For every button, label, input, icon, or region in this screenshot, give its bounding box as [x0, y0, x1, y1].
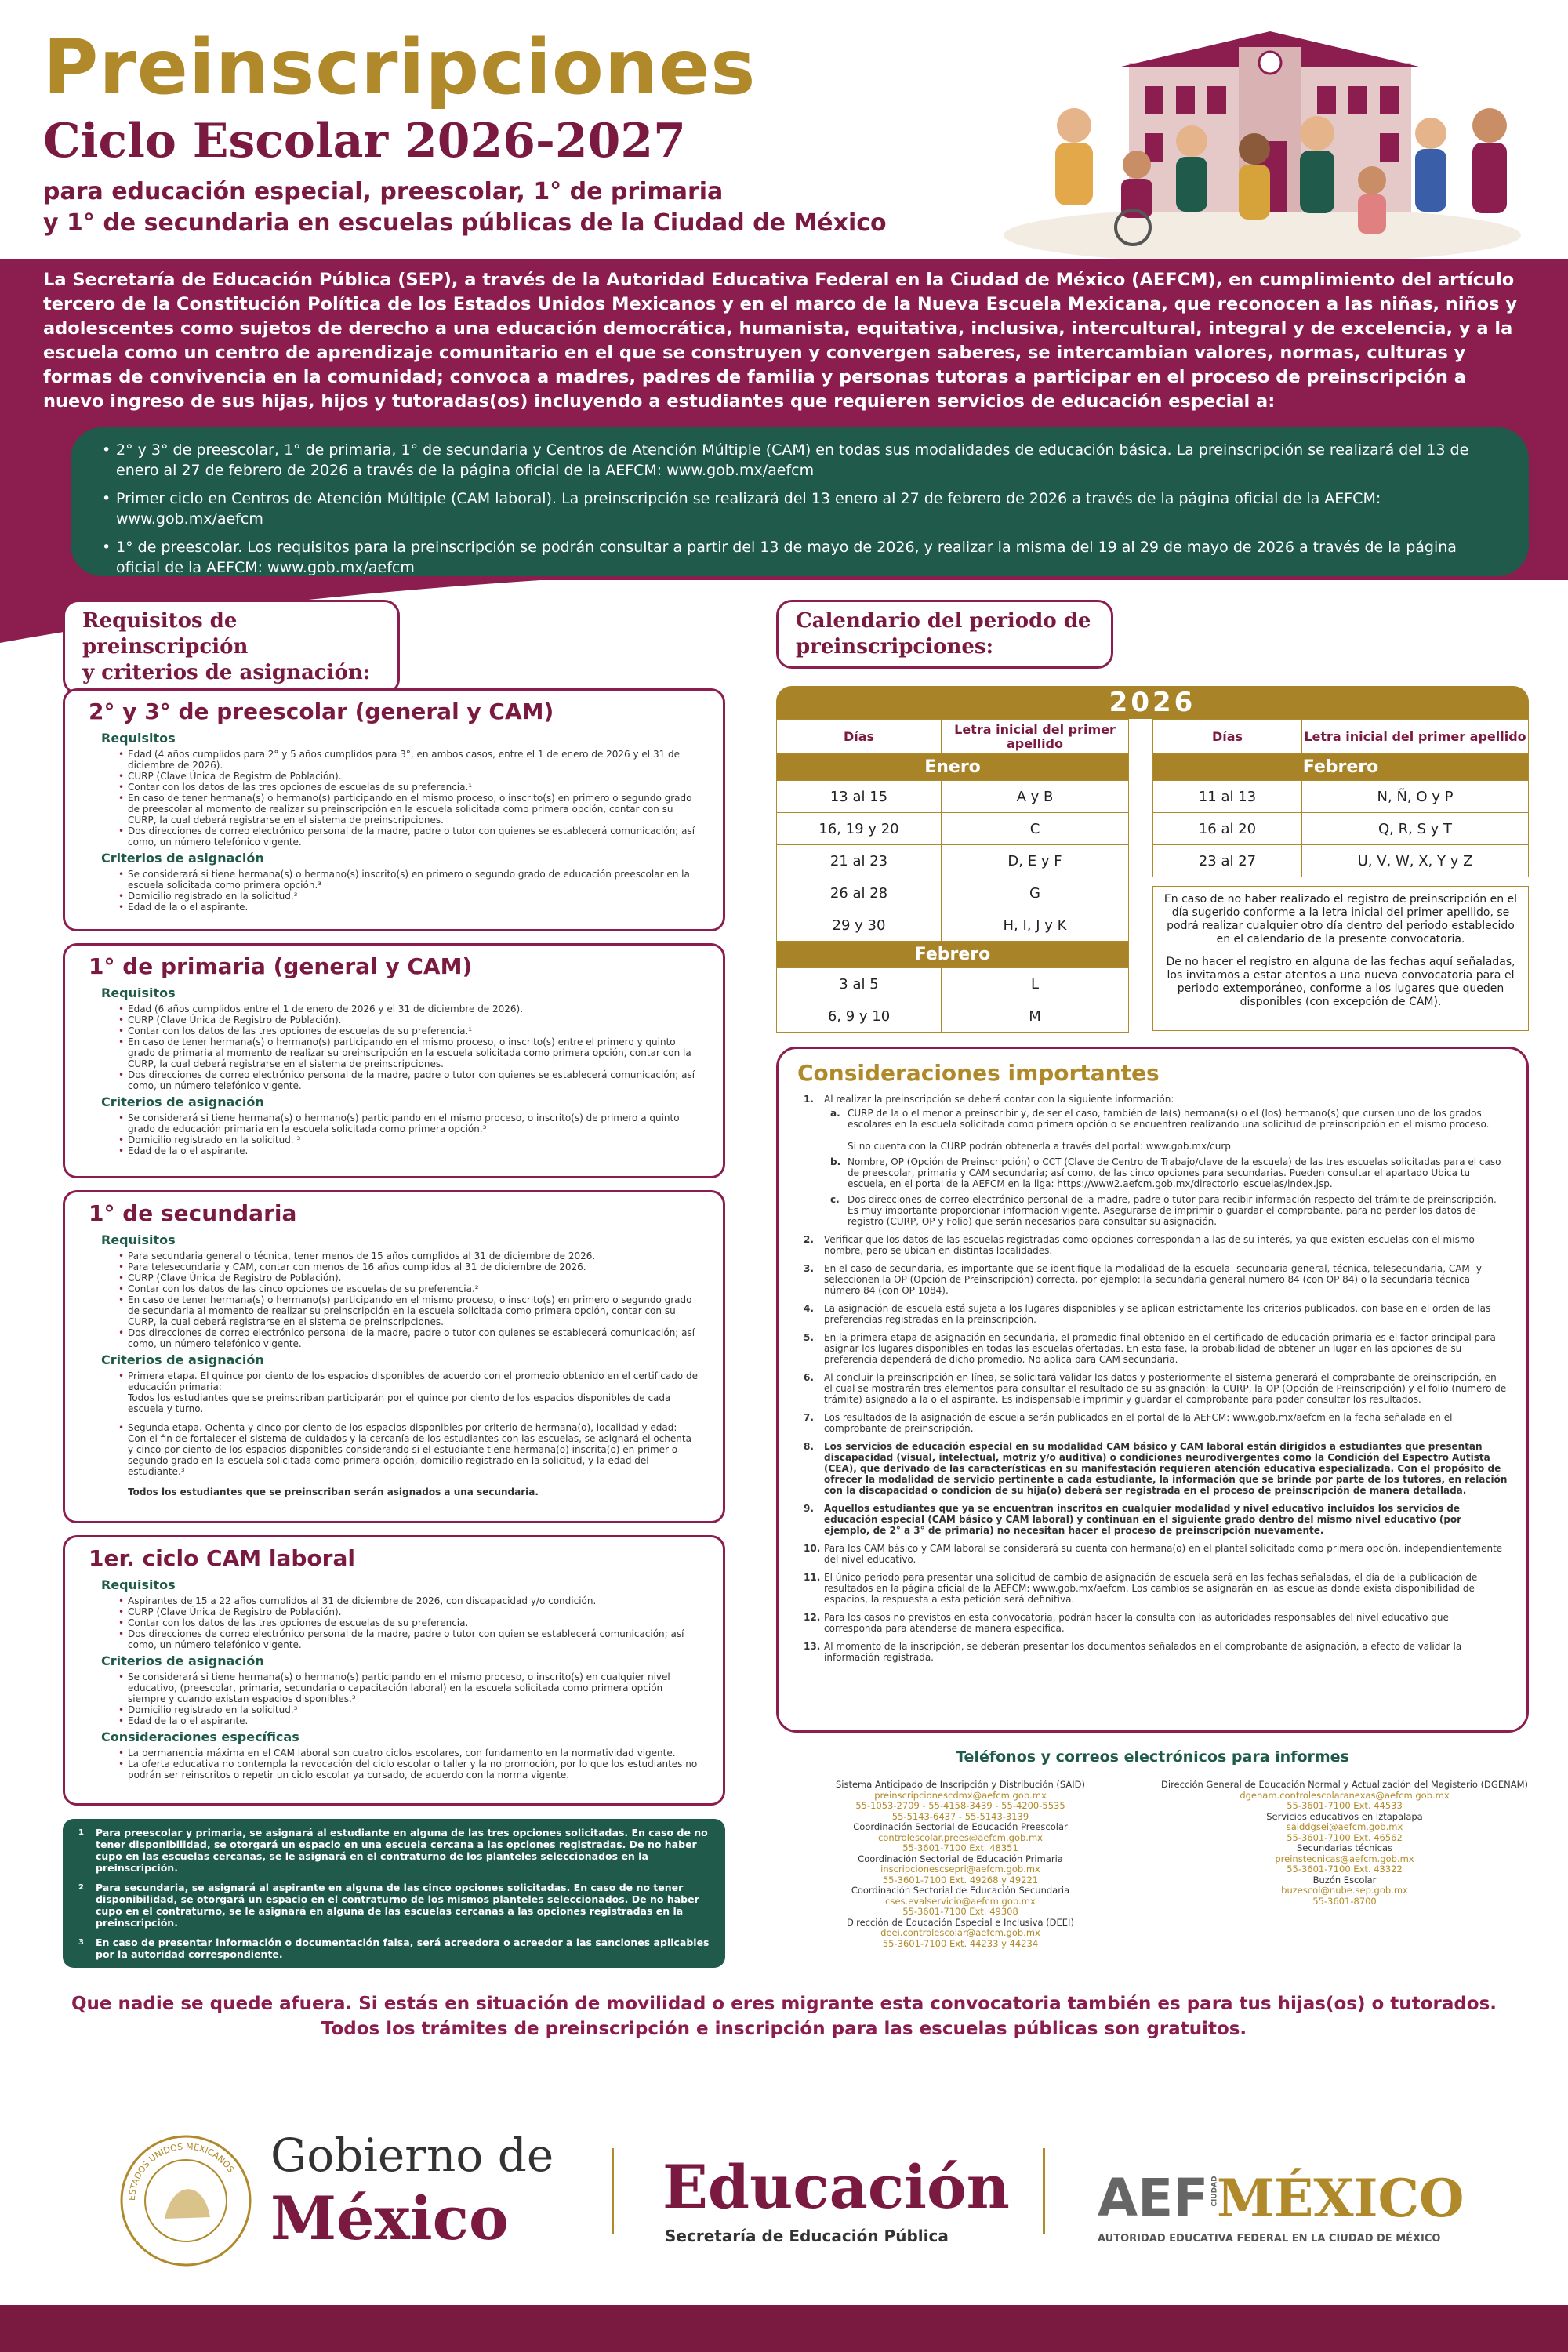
calendar-year: 2026 — [776, 686, 1529, 719]
contact-detail: 55-3601-7100 Ext. 46562 — [1287, 1831, 1403, 1843]
criterios-label: Criterios de asignación — [101, 1653, 264, 1668]
cycle-title: Ciclo Escolar 2026-2027 — [43, 114, 686, 169]
calendar-row: 21 al 23 D, E y F — [777, 845, 1129, 877]
aefcm-logo-aef: AEF — [1098, 2168, 1209, 2228]
aefcm-logo-ciudad: CIUDAD — [1210, 2176, 1219, 2207]
contact-detail: preinstecnicas@aefcm.gob.mx — [1275, 1853, 1414, 1864]
contact-detail: 55-3601-7100 Ext. 43322 — [1287, 1864, 1403, 1875]
consideration-item: 3. En el caso de secundaria, es importante que se identifique la modalidad de la escuela -secundaria general, técnica, telesecundaria, CAM- y seleccionen la OP (Opción de Preinscripción) correcta, por ejemplo: la secundaria general número 84 (con OP 84) o la secundaria técnica número 84 (con OP 1084). — [804, 1263, 1483, 1296]
requisitos-label: Requisitos — [101, 731, 176, 746]
requirement-item: • Dos direcciones de correo electrónico personal de la madre, padre o tutor con quien se establecerá comunicación; así como, un número telefónico vigente. — [128, 1628, 699, 1650]
consideration-item: 9. Aquellos estudiantes que ya se encuentran inscritos en cualquier modalidad y nivel educativo incluidos los servicios de educación especial (CAM básico y CAM laboral) y continúan en el siguiente grado dentro del mismo nivel educativo (por ejemplo, de 2° a 3° de primaria) no necesitan hacer el proceso de preinscripción nuevamente. — [804, 1503, 1462, 1536]
criteria-item: • Edad de la o el aspirante. — [128, 1715, 699, 1726]
enrollment-calendar — [776, 686, 1529, 1031]
sub-item: b. Nombre, OP (Opción de Preinscripción) o CCT (Clave de Centro de Trabajo/clave de la escuela) de las tres escuelas solicitadas para el caso de preescolar, primaria y CAM secundaria; así como, de las cinco opciones para secundarias. Pueden consultar el apartado Ubica tu escuela, en el portal de la AEFCM en la liga: https://www2.aefcm.gob.mx/directorio_escuelas/index.jsp. — [830, 1156, 1501, 1189]
sep-subtitle: Secretaría de Educación Pública — [665, 2227, 949, 2245]
consideration-item: 2. Verificar que los datos de las escuelas registradas como opciones correspondan a las de su interés, ya que existen escuelas con el mismo nombre, pero se ubican en distintas localidades. — [804, 1234, 1475, 1256]
school-children-illustration — [1004, 31, 1537, 259]
criteria-detail: Con el fin de fortalecer el sistema de cuidados y la cercanía de los estudiantes con las escuelas, se asignará el ochenta y cinco por ciento de los espacios disponibles considerando si el estudiante tiene hermana(o) inscrita(o) en primer o segundo grado en la escuela solicitada como primera opción, domicilio registrado en la solicitud, y la edad del estudiante.³ — [128, 1433, 691, 1477]
criteria-item: • Primera etapa. El quince por ciento de los espacios disponibles de acuerdo con el promedio obtenido en el certificado de educación primaria: — [128, 1370, 699, 1392]
calendar-row: 13 al 15 A y B — [777, 781, 1129, 813]
contact-office: Coordinación Sectorial de Educación Primaria — [858, 1853, 1063, 1864]
criterios-label: Criterios de asignación — [101, 851, 264, 866]
requirement-item: • CURP (Clave Única de Registro de Población). — [128, 771, 699, 782]
bottom-bar — [0, 2305, 1568, 2352]
considerations-title: Consideraciones importantes — [797, 1060, 1160, 1086]
national-seal-icon — [118, 2132, 255, 2270]
contact-column-right — [1160, 1780, 1529, 1907]
enrollment-levels-box — [71, 427, 1529, 576]
calendar-note: En caso de no haber realizado el registro de preinscripción en el día sugerido conforme a la letra inicial del primer apellido, se podrá realizar cualquier otro día dentro del periodo establecido en el calendario de la presente convocatoria. De no hacer el registro en alguna de las fechas aquí señaladas, los invitamos a estar atentos a una nueva convocatoria para el periodo extemporáneo, conforme a los lugares que queden disponibles (con excepción de CAM). — [1152, 886, 1529, 1031]
card-preescolar — [63, 688, 725, 931]
footnotes-box — [63, 1819, 725, 1968]
important-considerations — [776, 1047, 1529, 1733]
specific-item: • La oferta educativa no contempla la revocación del ciclo escolar o taller y la no promoción, por lo que los estudiantes no podrán ser reinscritos o repetir un ciclo escolar ya cursado, de acuerdo con la norma vigente. — [128, 1759, 699, 1780]
contact-detail: preinscripcionescdmx@aefcm.gob.mx — [874, 1789, 1047, 1801]
contact-office: Servicios educativos en Iztapalapa — [1266, 1810, 1423, 1822]
criteria-item: • Domicilio registrado en la solicitud.³ — [128, 1704, 699, 1715]
requirement-item: • CURP (Clave Única de Registro de Población). — [128, 1272, 699, 1283]
criteria-item: • Segunda etapa. Ochenta y cinco por ciento de los espacios disponibles por criterio de hermana(o), localidad y edad: — [128, 1422, 699, 1433]
criterios-label: Criterios de asignación — [101, 1094, 264, 1109]
calendar-row: 3 al 5 L — [777, 968, 1129, 1000]
contact-detail: 55-1053-2709 - 55-4158-3439 - 55-4200-5535 — [855, 1800, 1065, 1811]
intro-text: La Secretaría de Educación Pública (SEP), a través de la Autoridad Educativa Federal en la Ciudad de México (AEFCM), en cumplimiento del artículo tercero de la Constitución Política de los Estados Unidos Mexicanos y en el marco de la Nueva Escuela Mexicana, que reconocen a las niñas, niños y adolescentes como sujetos de derecho a una educación democrática, humanista, equitativa, inclusiva, intercultural, integral y de excelencia, y a la escuela como un centro de aprendizaje comunitario en el que se construyen y convergen saberes, se intercambian valores, normas, culturas y formas de convivencia en la comunidad; convoca a madres, padres de familia y personas tutoras a participar en el proceso de preinscripción a nuevo ingreso de sus hijas, hijos y tutoradas(os) incluyendo a estudiantes que requieren servicios de educación especial a: — [43, 270, 1517, 412]
gobierno-logo-line1: Gobierno de — [270, 2129, 554, 2182]
consideration-item: 5. En la primera etapa de asignación en secundaria, el promedio final obtenido en el certificado de educación primaria es el factor principal para asignar los lugares disponibles en todas las escuelas ofertadas. En esta fase, la probabilidad de obtener un lugar en las opciones de su preferencia dependerá de dicho promedio. No aplica para CAM secundaria. — [804, 1332, 1496, 1365]
requirement-item: • Para secundaria general o técnica, tener menos de 15 años cumplidos al 31 de diciembre de 2026. — [128, 1250, 699, 1261]
closing-message: Que nadie se quede afuera. Si estás en situación de movilidad o eres migrante esta convocatoria también es para tus hijas(os) o tutorados. Todos los trámites de preinscripción e inscripción para las escuelas públicas son gratuitos. — [71, 1994, 1497, 2039]
requirement-item: • Dos direcciones de correo electrónico personal de la madre, padre o tutor con quienes se establecerá comunicación; así como, un número telefónico vigente. — [128, 826, 699, 848]
calendar-row: 11 al 13 N, Ñ, O y P — [1153, 781, 1529, 813]
svg-text:ESTADOS UNIDOS MEXICANOS: ESTADOS UNIDOS MEXICANOS — [126, 2141, 237, 2201]
subtitle — [43, 176, 945, 239]
consideration-item: 11. El único periodo para presentar una solicitud de cambio de asignación de escuela será en las fechas señaladas, el día de la publicación de resultados en la página oficial de la AEFCM: www.gob.mx/aefcm. Los cambios se asignarán en las escuelas donde exista disponibilidad de espacios, la respuesta a esta petición será definitiva. — [804, 1572, 1478, 1605]
criteria-item: • Edad de la o el aspirante. — [128, 902, 699, 913]
consideration-item: 6. Al concluir la preinscripción en línea, se solicitará validar los datos y posteriormente el sistema generará el comprobante de preinscripción, en el cual se mostrarán tres elementos para consultar el resultado de su asignación: la CURP, la OP (Opción de Preinscripción) y el folio (número de trámite) asignado a la o el aspirante. Es indispensable imprimir y guardar el comprobante para poder consultar los resultados. — [804, 1372, 1507, 1405]
card-primaria — [63, 943, 725, 1178]
footnote: 2 Para secundaria, se asignará al aspirante en alguna de las cinco opciones solicitadas. En caso de no tener disponibilidad, se otorgará un espacio en el contraturno de los mismos planteles seleccionados. De no haber cupo en el contraturno, se le asignará en alguna de las escuelas cercanas a las opciones registradas en la preinscripción. — [78, 1882, 699, 1929]
criteria-item: • Se considerará si tiene hermana(s) o hermano(s) participando en el mismo proceso, o inscrito(s) de primero a quinto grado de educación primaria en la escuela solicitada como primera opción.³ — [128, 1112, 699, 1134]
contact-office: Coordinación Sectorial de Educación Secundaria — [851, 1885, 1070, 1896]
educacion-logo: Educación — [662, 2152, 1010, 2222]
contact-office: Dirección General de Educación Normal y Actualización del Magisterio (DGENAM) — [1161, 1779, 1528, 1790]
criteria-detail: Todos los estudiantes que se preinscriban serán asignados a una secundaria. — [128, 1486, 539, 1497]
contact-office: Buzón Escolar — [1312, 1874, 1377, 1886]
contact-detail: inscripcionescsepri@aefcm.gob.mx — [880, 1864, 1040, 1875]
footer-divider — [612, 2148, 614, 2234]
contact-info — [776, 1748, 1529, 1949]
criteria-item: • Domicilio registrado en la solicitud.³ — [128, 891, 699, 902]
col-header-letter: Letra inicial del primer apellido — [1302, 720, 1529, 754]
requisitos-label: Requisitos — [101, 1232, 176, 1247]
subtitle-line-2: y 1° de secundaria en escuelas públicas de la Ciudad de México — [43, 209, 887, 237]
requirement-item: • Para telesecundaria y CAM, contar con menos de 16 años cumplidos al 31 de diciembre de 2026. — [128, 1261, 699, 1272]
contact-office: Sistema Anticipado de Inscripción y Distribución (SAID) — [835, 1779, 1086, 1790]
requirement-item: • En caso de tener hermana(s) o hermano(s) participando en el mismo proceso, o inscrito(s) en primero o segundo grado de secundaria al momento de realizar su preinscripción en la escuela solicitada como primera opción, contar con su CURP, la cual deberá registrarse en el sistema de preinscripciones. — [128, 1294, 699, 1327]
requirement-item: • Contar con los datos de las tres opciones de escuelas de su preferencia.¹ — [128, 1025, 699, 1036]
footer-divider — [1043, 2148, 1045, 2234]
calendar-row: 16 al 20 Q, R, S y T — [1153, 813, 1529, 845]
calendar-row: 29 y 30 H, I, J y K — [777, 909, 1129, 942]
level-bullet: • Primer ciclo en Centros de Atención Múltiple (CAM laboral). La preinscripción se realizará del 13 enero al 27 de febrero de 2026 a través de la página oficial de la AEFCM: www.gob.mx/aefcm — [102, 488, 1497, 529]
criteria-detail: Todos los estudiantes que se preinscriban participarán por el quince por ciento de los espacios disponibles de cada escuela y turno. — [128, 1392, 671, 1414]
card-secundaria — [63, 1190, 725, 1523]
card-title: 1° de secundaria — [89, 1200, 297, 1226]
requirement-item: • Contar con los datos de las tres opciones de escuelas de su preferencia. — [128, 1617, 699, 1628]
contact-detail: saiddgsei@aefcm.gob.mx — [1286, 1821, 1403, 1832]
col-header-letter: Letra inicial del primer apellido — [942, 720, 1129, 754]
calendar-header: Calendario del periodo de preinscripciones: — [776, 600, 1113, 669]
requirement-item: • Edad (6 años cumplidos entre el 1 de enero de 2026 y el 31 de diciembre de 2026). — [128, 1004, 699, 1014]
month-header: Febrero — [1153, 754, 1529, 781]
sub-item: a. CURP de la o el menor a preinscribir y, de ser el caso, también de la(s) hermana(s) o el (los) hermano(s) que cursen uno de los grados escolares en la escuela solicitada como primera opción o se encuentren realizando una solicitud de preinscripción en el mismo proceso. Si no cuenta con la CURP podrán obtenerla a través del portal: www.gob.mx/curp — [830, 1108, 1490, 1152]
col-header-days: Días — [1153, 720, 1302, 754]
aefcm-logo-mexico: MÉXICO — [1217, 2168, 1465, 2229]
contact-detail: buzescol@nube.sep.gob.mx — [1281, 1885, 1408, 1896]
contact-detail: 55-3601-8700 — [1312, 1895, 1377, 1907]
level-bullet: • 1° de preescolar. Los requisitos para la preinscripción se podrán consultar a partir del 13 de mayo de 2026, y realizar la misma del 19 al 29 de mayo de 2026 a través de la página oficial de la AEFCM: www.gob.mx/aefcm — [102, 537, 1497, 578]
col-header-days: Días — [777, 720, 942, 754]
consideration-item: 7. Los resultados de la asignación de escuela serán publicados en el portal de la AEFCM: www.gob.mx/aefcm en la fecha señalada en el comprobante de preinscripción. — [804, 1412, 1453, 1434]
contact-detail: 55-3601-7100 Ext. 49268 y 49221 — [882, 1874, 1039, 1886]
requirement-item: • En caso de tener hermana(s) o hermano(s) participando en el mismo proceso, o inscrito(s) entre el primero y quinto grado de primaria al momento de realizar su preinscripción en la escuela solicitada como primera opción, contar con la CURP, la cual deberá registrarse en el sistema de preinscripciones. — [128, 1036, 699, 1069]
criteria-item: • Domicilio registrado en la solicitud. ³ — [128, 1134, 699, 1145]
calendar-row: 6, 9 y 10 M — [777, 1000, 1129, 1033]
requirement-item: • Aspirantes de 15 a 22 años cumplidos al 31 de diciembre de 2026, con discapacidad y/o condición. — [128, 1595, 699, 1606]
requisitos-label: Requisitos — [101, 1577, 176, 1592]
consideration-item: 8. Los servicios de educación especial en su modalidad CAM básico y CAM laboral están dirigidos a estudiantes que presentan discapacidad (visual, intelectual, motriz y/o auditiva) o condiciones neurodivergentes como la Condición del Espectro Autista (CEA), que derivado de las características en su manifestación requieren atención educativa especializada. Con el propósito de ofrecer la modalidad de servicio pertinente a cada estudiante, la información que se brinde por parte de los tutores, en relación con la discapacidad o condición de su hija(o) deberá ser registrada en el proceso de preinscripción de manera detallada. — [804, 1441, 1508, 1496]
requirement-item: • Contar con los datos de las cinco opciones de escuelas de su preferencia.² — [128, 1283, 699, 1294]
calendar-table-left — [776, 719, 1129, 1033]
contact-detail: 55-3601-7100 Ext. 44533 — [1287, 1800, 1403, 1811]
specific-item: • La permanencia máxima en el CAM laboral son cuatro ciclos escolares, con fundamento en la normatividad vigente. — [128, 1748, 699, 1759]
footnote: 3 En caso de presentar información o documentación falsa, será acreedora o acreedor a las sanciones aplicables por la autoridad correspondiente. — [78, 1936, 710, 1960]
consideration-item: 10. Para los CAM básico y CAM laboral se considerará su cuenta con hermana(o) en el plantel solicitado como primera opción, independientemente del nivel educativo. — [804, 1543, 1503, 1565]
calendar-table-right — [1152, 719, 1529, 877]
requisitos-label: Requisitos — [101, 985, 176, 1000]
sub-item: c. Dos direcciones de correo electrónico personal de la madre, padre o tutor para recibir información respecto del trámite de preinscripción. Es muy importante proporcionar información vigente. Asegurarse de imprimir o guardar el comprobante, para no perder los datos de registro (CURP, OP y Folio) que serán necesarios para consultar su asignación. — [830, 1194, 1497, 1227]
contact-detail: deei.controlescolar@aefcm.gob.mx — [880, 1927, 1040, 1938]
month-header: Febrero — [777, 942, 1129, 968]
aefcm-subtitle: AUTORIDAD EDUCATIVA FEDERAL EN LA CIUDAD DE MÉXICO — [1098, 2233, 1441, 2245]
contact-detail: dgenam.controlescolaranexas@aefcm.gob.mx — [1240, 1789, 1450, 1801]
contact-detail: controlescolar.prees@aefcm.gob.mx — [878, 1831, 1043, 1843]
requirements-header: Requisitos de preinscripción y criterios de asignación: — [63, 600, 400, 695]
contact-detail: 55-3601-7100 Ext. 48351 — [902, 1842, 1018, 1853]
requirement-item: • Dos direcciones de correo electrónico personal de la madre, padre o tutor con quienes se establecerá comunicación; así como, un número telefónico vigente. — [128, 1327, 699, 1349]
contact-title: Teléfonos y correos electrónicos para informes — [956, 1748, 1349, 1766]
card-cam-laboral — [63, 1535, 725, 1806]
contact-detail: 55-5143-6437 - 55-5143-3139 — [891, 1810, 1029, 1822]
contact-detail: 55-3601-7100 Ext. 49308 — [902, 1906, 1018, 1917]
criteria-item: • Se considerará si tiene hermana(s) o hermano(s) participando en el mismo proceso, o inscrito(s) en cualquier nivel educativo, (preescolar, primaria, secundaria o capacitación laboral) en la escuela solicitada como primera opción siempre y cuando existan espacios disponibles.³ — [128, 1671, 699, 1704]
consideration-item: 12. Para los casos no previstos en esta convocatoria, podrán hacer la consulta con las autoridades responsables del nivel educativo que corresponda para atenderse de manera específica. — [804, 1612, 1449, 1634]
month-header: Enero — [777, 754, 1129, 781]
contact-office: Dirección de Educación Especial e Inclusiva (DEEI) — [847, 1916, 1074, 1928]
page-title: Preinscripciones — [43, 24, 757, 111]
footnote: 1 Para preescolar y primaria, se asignará al estudiante en alguna de las tres opciones solicitadas. En caso de no tener disponibilidad, se otorgará un espacio en una escuela cercana a las opciones registradas. De no haber cupo en las escuelas cercanas, se le asignará en el contraturno de los planteles seleccionados en la preinscripción. — [78, 1827, 708, 1874]
criterios-label: Criterios de asignación — [101, 1352, 264, 1367]
consideration-item: 1. Al realizar la preinscripción se deberá contar con la siguiente información: a. CURP de la o el menor a preinscribir y, de ser el caso, también de la(s) hermana(s) o el (los) hermano(s) que cursen uno de los grados escolares en la escuela solicitada como primera opción o se encuentren realizando una solicitud de preinscripción en el mismo proceso. Si no cuenta con la CURP podrán obtenerla a través del portal: www.gob.mx/curp b. Nombre, OP (Opción de Preinscripción) o CCT (Clave de Centro de Trabajo/clave de la escuela) de las tres escuelas solicitadas para el caso de preescolar, primaria y CAM secundaria; así como, de las cinco opciones para secundarias. Pueden consultar el apartado Ubica tu escuela, en el portal de la AEFCM en la liga: https://www2.aefcm.gob.mx/directorio_escuelas/index.jsp. c. Dos direcciones de correo electrónico personal de la madre, padre o tutor para recibir información respecto del trámite de preinscripción. Es muy importante proporcionar información vigente. Asegurarse de imprimir o guardar el comprobante, para no perder los datos de registro (CURP, OP y Folio) que serán necesarios para consultar su asignación. — [824, 1094, 1508, 1227]
level-bullet: • 2° y 3° de preescolar, 1° de primaria, 1° de secundaria y Centros de Atención Múltiple (CAM) en todas sus modalidades de educación básica. La preinscripción se realizará del 13 de enero al 27 de febrero de 2026 a través de la página oficial de la AEFCM: www.gob.mx/aefcm — [102, 440, 1497, 481]
gobierno-logo-line2: México — [270, 2183, 509, 2253]
calendar-row: 16, 19 y 20 C — [777, 813, 1129, 845]
calendar-row: 26 al 28 G — [777, 877, 1129, 909]
contact-detail: 55-3601-7100 Ext. 44233 y 44234 — [882, 1937, 1039, 1949]
contact-office: Secundarias técnicas — [1297, 1842, 1392, 1853]
contact-detail: cses.evalservicio@aefcm.gob.mx — [885, 1895, 1036, 1907]
consideration-item: 4. La asignación de escuela está sujeta a los lugares disponibles y se aplican estrictamente los criterios publicados, con base en el orden de las preferencias registradas en la preinscripción. — [804, 1303, 1491, 1325]
contact-column-left — [776, 1780, 1145, 1949]
subtitle-line-1: para educación especial, preescolar, 1° de primaria — [43, 178, 724, 205]
calendar-row: 23 al 27 U, V, W, X, Y y Z — [1153, 845, 1529, 877]
requirement-item: • En caso de tener hermana(s) o hermano(s) participando en el mismo proceso, o inscrito(s) en primero o segundo grado de preescolar al momento de realizar su preinscripción en la escuela solicitada como primera opción, contar con su CURP, la cual deberá registrarse en el sistema de preinscripciones. — [128, 793, 699, 826]
consideration-item: 13. Al momento de la inscripción, se deberán presentar los documentos señalados en el comprobante de asignación, a efecto de validar la información registrada. — [804, 1641, 1462, 1663]
criteria-item: • Edad de la o el aspirante. — [128, 1145, 699, 1156]
especificas-label: Consideraciones específicas — [101, 1730, 299, 1744]
card-title: 2° y 3° de preescolar (general y CAM) — [89, 699, 554, 724]
requirement-item: • Edad (4 años cumplidos para 2° y 5 años cumplidos para 3°, en ambos casos, entre el 1 de enero de 2026 y el 31 de diciembre de 2026). — [128, 749, 699, 771]
card-title: 1° de primaria (general y CAM) — [89, 953, 473, 979]
requirement-item: • Contar con los datos de las tres opciones de escuelas de su preferencia.¹ — [128, 782, 699, 793]
contact-office: Coordinación Sectorial de Educación Preescolar — [853, 1821, 1068, 1832]
requirement-item: • Dos direcciones de correo electrónico personal de la madre, padre o tutor con quienes se establecerá comunicación; así como, un número telefónico vigente. — [128, 1069, 699, 1091]
requirement-item: • CURP (Clave Única de Registro de Población). — [128, 1606, 699, 1617]
criteria-item: • Se considerará si tiene hermana(s) o hermano(s) inscrito(s) en primero o segundo grado de educación preescolar en la escuela solicitada como primera opción.³ — [128, 869, 699, 891]
requirement-item: • CURP (Clave Única de Registro de Población). — [128, 1014, 699, 1025]
card-title: 1er. ciclo CAM laboral — [89, 1545, 355, 1571]
